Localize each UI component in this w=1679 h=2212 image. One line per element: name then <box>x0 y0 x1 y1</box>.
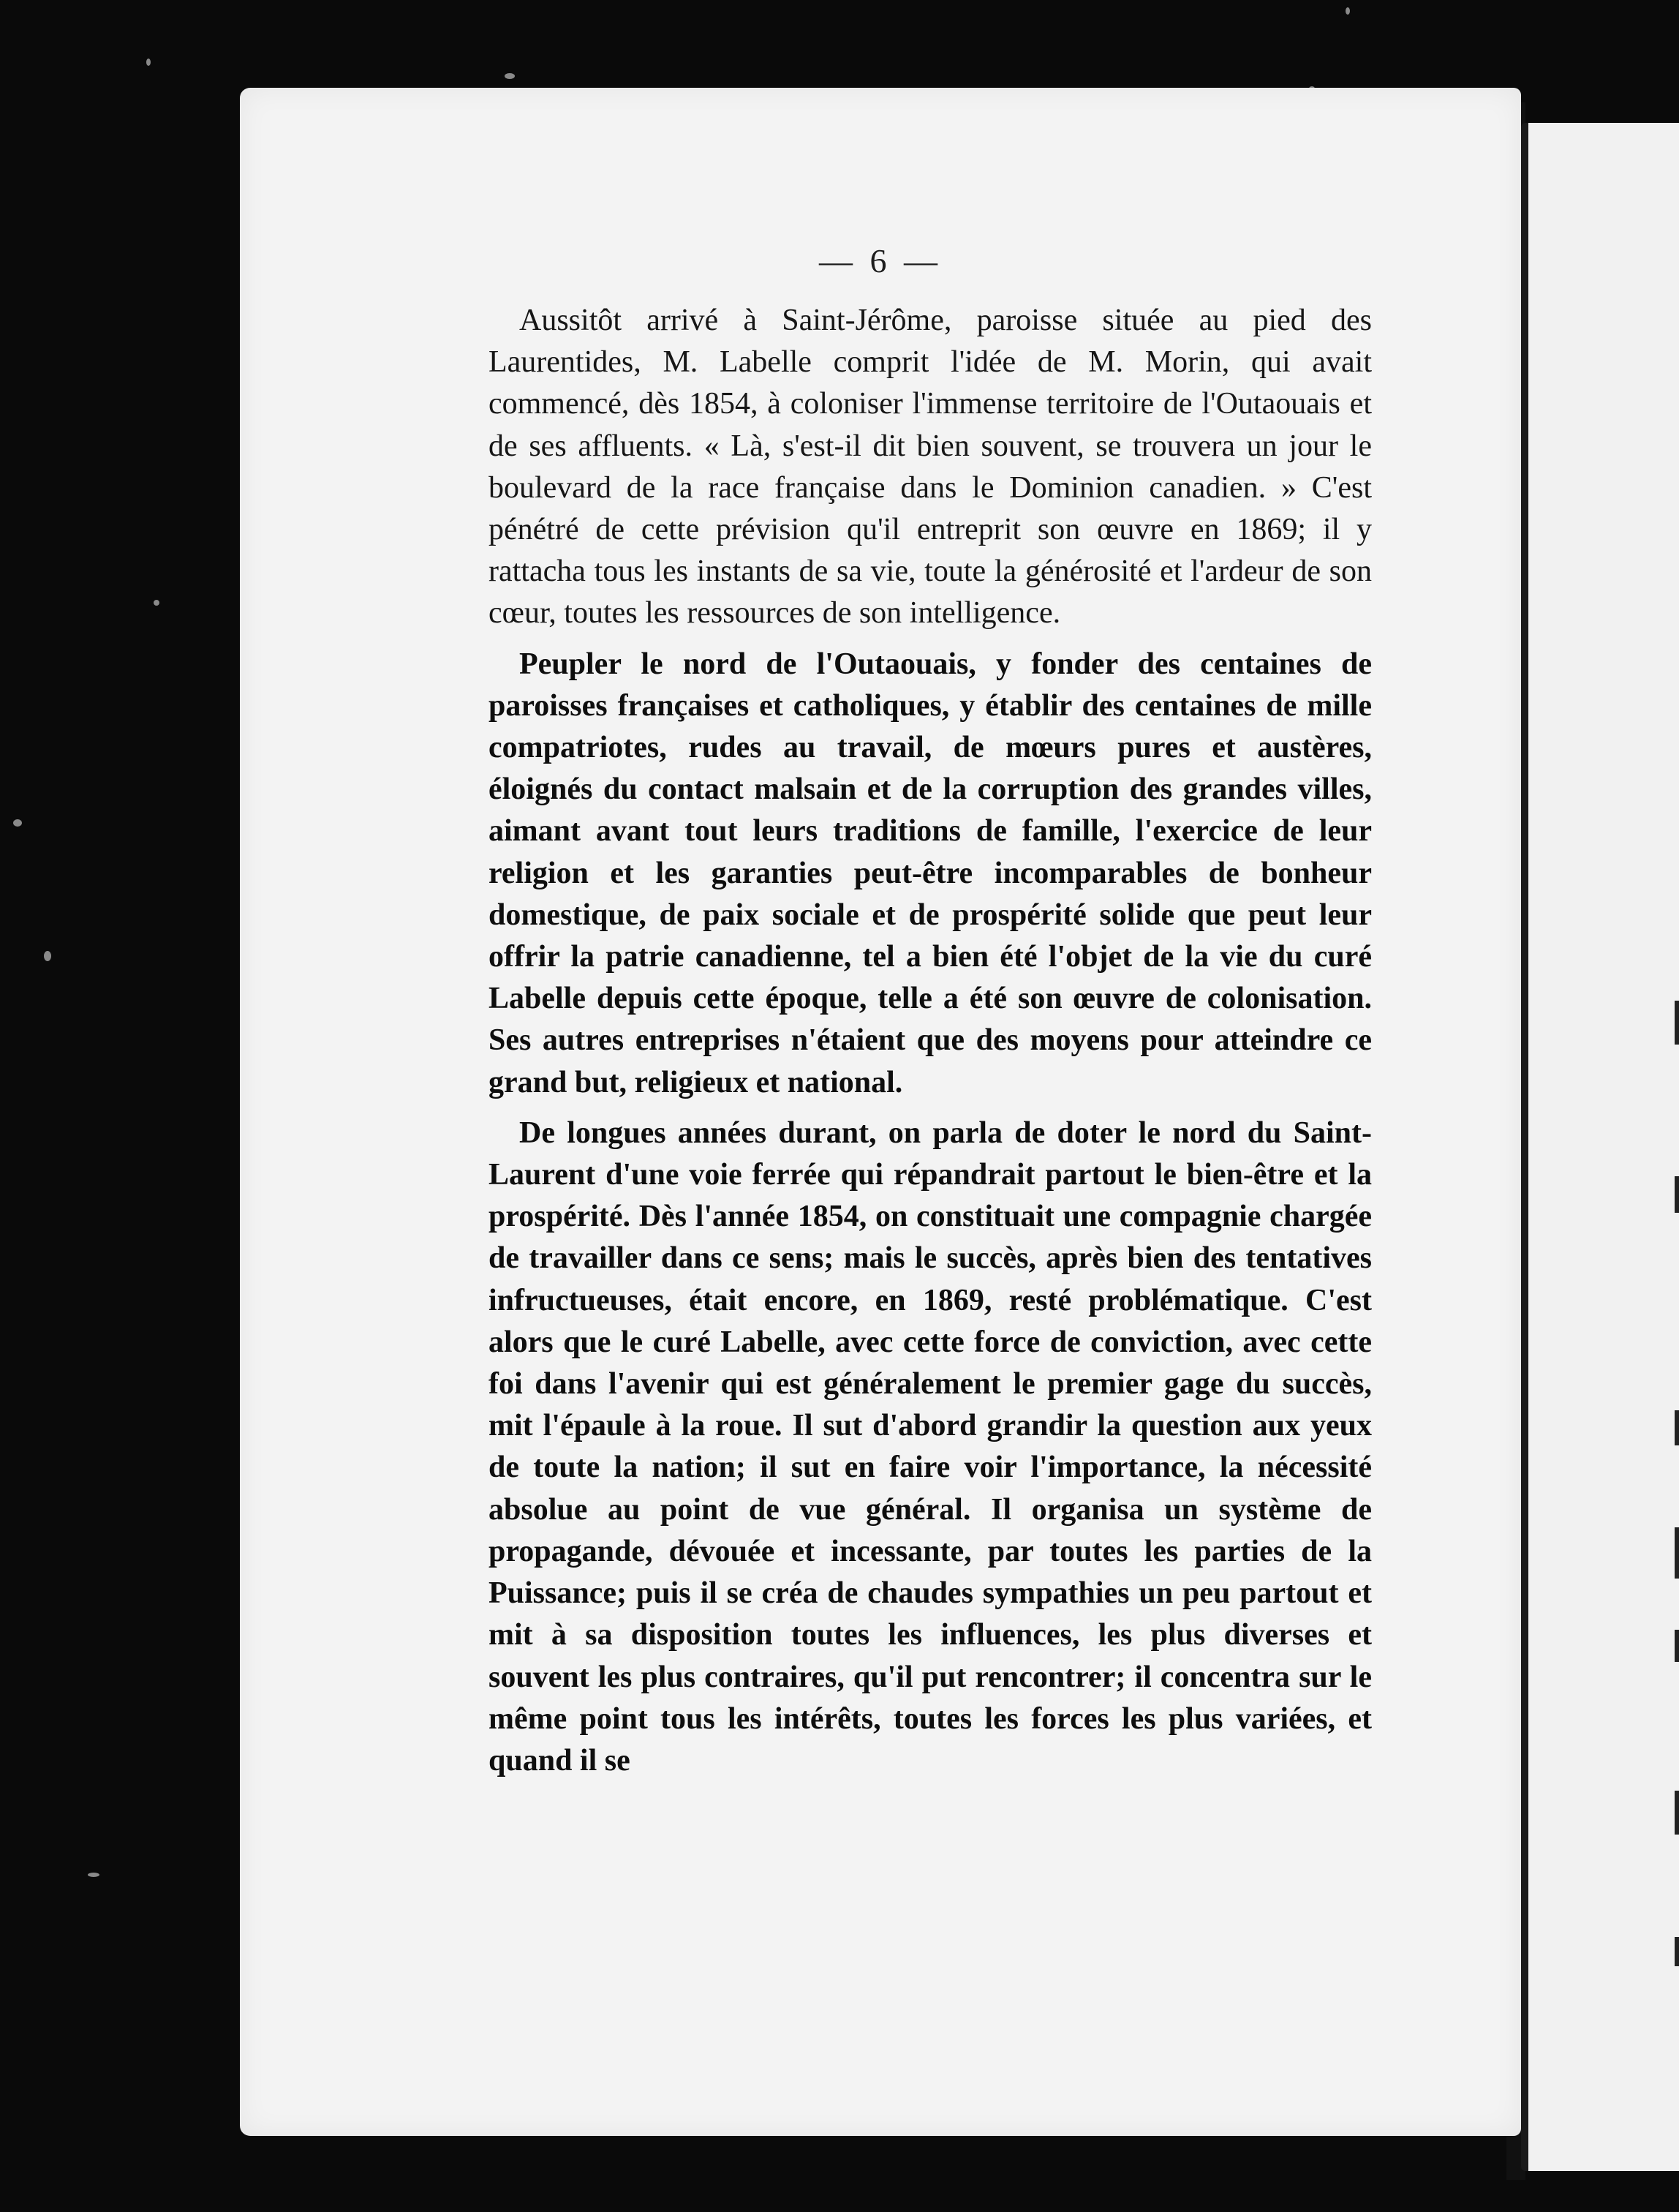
next-page-text-fragment <box>1675 1176 1679 1213</box>
next-page-text-fragment <box>1675 1937 1679 1966</box>
next-page-text-fragment <box>1675 1791 1679 1835</box>
film-speck <box>154 600 159 606</box>
film-speck <box>44 951 51 961</box>
paragraph-3: De longues années durant, on parla de doter le nord du Saint-Laurent d'une voie ferrée qui répandrait partout le bien-être et la prospérité. Dès l'année 1854, on constituait une compagnie chargée de travailler dans ce sens; mais le succès, après bien des tentatives infructueuses, était encore, en 1869, resté problématique. C'est alors que le curé Labelle, avec cette force de conviction, avec cette foi dans l'avenir qui est généralement le premier gage du succès, mit l'épaule à la roue. Il sut d'abord grandir la question aux yeux de toute la nation; il sut en faire voir l'importance, la nécessité absolue au point de vue général. Il organisa un système de propagande, dévouée et incessante, par toutes les parties de la Puissance; puis il se créa de chaudes sympathies un peu partout et mit à sa disposition toutes les influences, les plus diverses et souvent les plus contraires, qu'il put rencontrer; il concentra sur le même point tous les intérêts, toutes les forces les plus variées, et quand il se <box>488 1116 1372 1778</box>
film-speck <box>505 73 515 79</box>
film-speck <box>88 1873 99 1877</box>
film-speck <box>146 59 151 66</box>
next-page-text-fragment <box>1675 1527 1679 1579</box>
next-page-text-fragment <box>1675 1630 1679 1662</box>
paragraph-1: Aussitôt arrivé à Saint-Jérôme, paroisse située au pied des Laurentides, M. Labelle comprit l'idée de M. Morin, qui avait commencé, dès 1854, à coloniser l'immense territoire de l'Outaouais et de ses affluents. « Là, s'est-il dit bien souvent, se trouvera un jour le boulevard de la race française dans le Dominion canadien. » C'est pénétré de cette prévision qu'il entreprit son œuvre en 1869; il y rattacha tous les instants de sa vie, toute la générosité et l'ardeur de son cœur, toutes les ressources de son intelligence. <box>488 304 1372 631</box>
film-speck <box>13 819 22 827</box>
paragraph-2: Peupler le nord de l'Outaouais, y fonder des centaines de paroisses françaises et catholiques, y établir des centaines de mille compatriotes, rudes au travail, de mœurs pures et austères, éloignés du contact malsain et de la corruption des grandes villes, aimant avant tout leurs traditions de famille, l'exercice de leur religion et les garanties peut-être incomparables de bonheur domestique, de paix sociale et de prospérité solide que peut leur offrir la patrie canadienne, tel a bien été l'objet de la vie du curé Labelle depuis cette époque, telle a été son œuvre de colonisation. Ses autres entreprises n'étaient que des moyens pour atteindre ce grand but, religieux et national. <box>488 647 1372 1099</box>
next-page-text-fragment <box>1675 1001 1679 1045</box>
next-page-text-fragment <box>1675 1410 1679 1445</box>
film-speck <box>1346 7 1350 15</box>
next-page-edge <box>1521 123 1679 2171</box>
book-page <box>240 88 1521 2136</box>
body-text <box>488 300 1372 1782</box>
page-number: — 6 — <box>819 242 942 279</box>
